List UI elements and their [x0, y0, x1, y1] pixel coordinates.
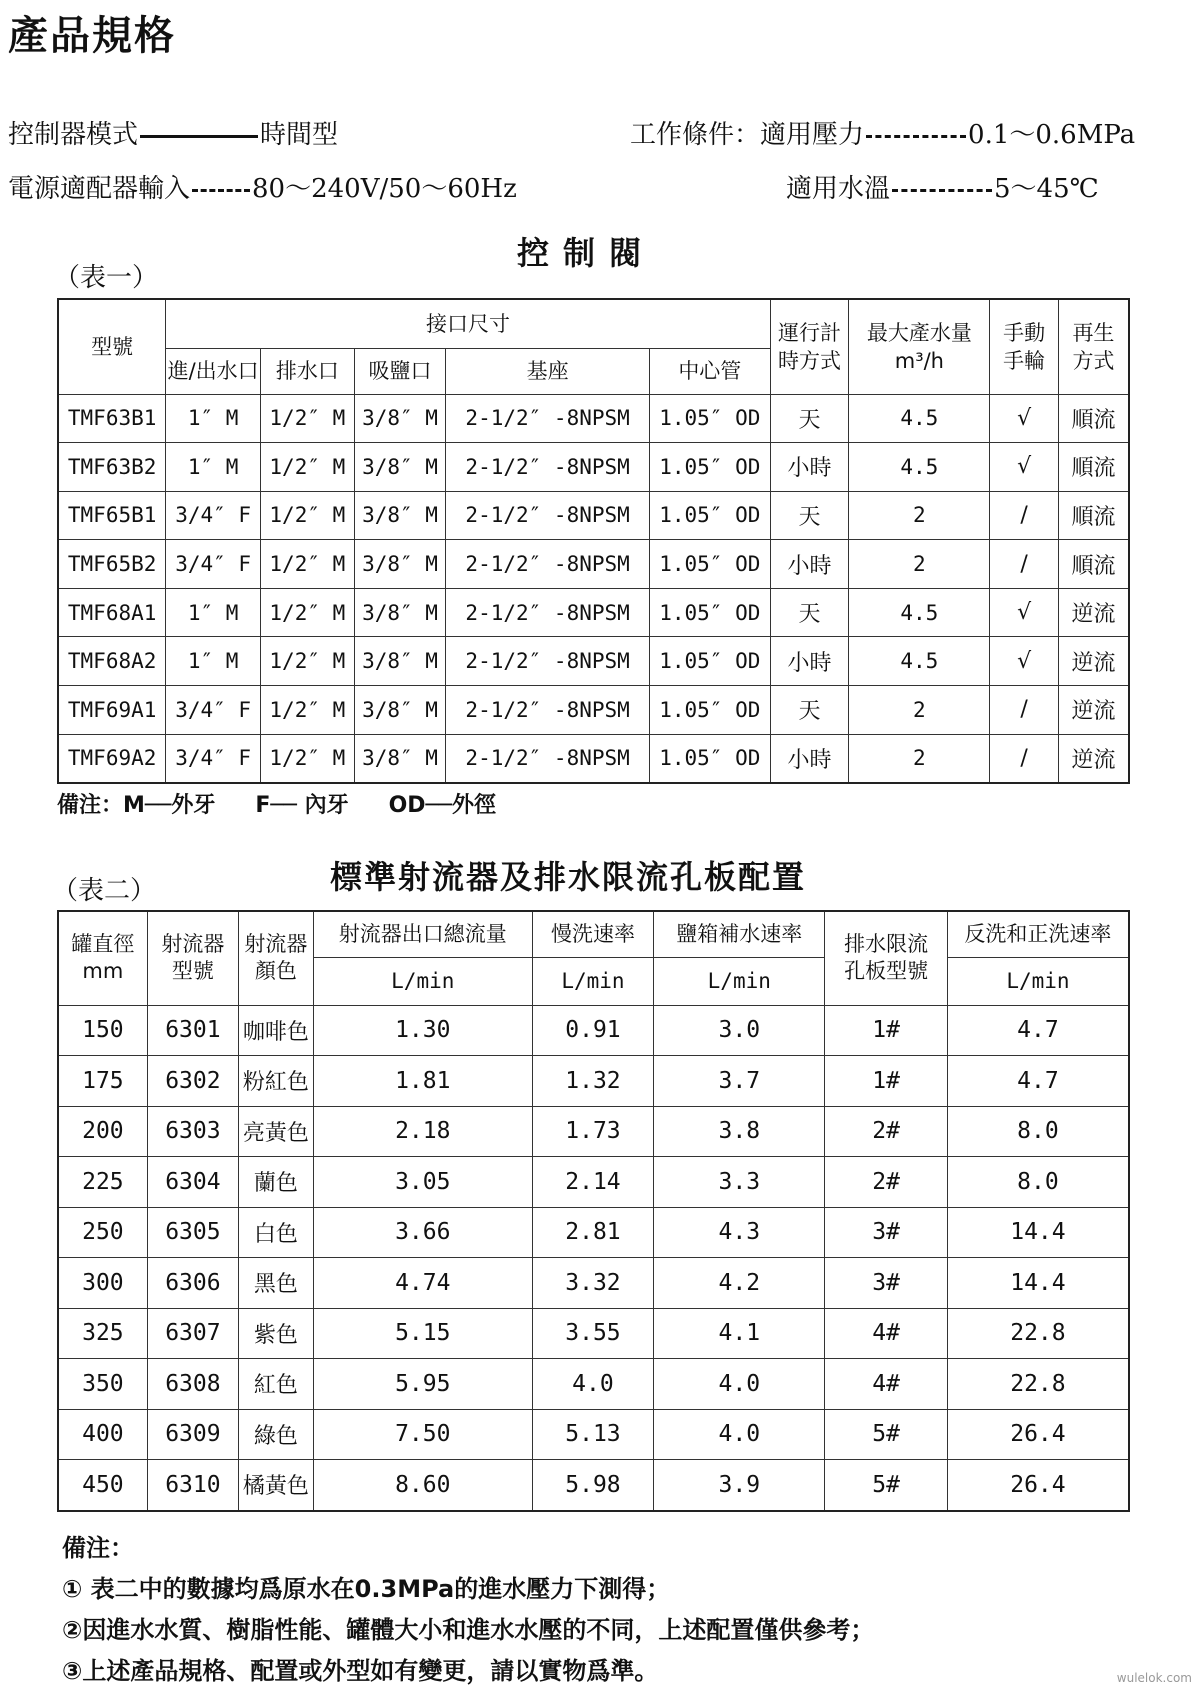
- cell-regen: 逆流: [1058, 734, 1129, 783]
- table1-note: [57, 788, 536, 819]
- cell-timing: 小時: [770, 734, 849, 783]
- cell-regen: 順流: [1058, 394, 1129, 443]
- header-unit: L/min: [313, 957, 532, 1005]
- cell-model: TMF68A1: [58, 588, 166, 637]
- cell-brine: 3/8″ M: [354, 540, 446, 589]
- cell-brine: 4.3: [654, 1207, 825, 1258]
- header-injector-color: 射流器 顏色: [239, 911, 314, 1005]
- cell-inlet: 3/4″ F: [166, 734, 261, 783]
- cell-brine: 4.0: [654, 1359, 825, 1410]
- cell-diameter: 225: [58, 1157, 147, 1208]
- cell-output: 4.5: [849, 394, 990, 443]
- cell-manual: /: [990, 491, 1059, 540]
- table-row: [58, 734, 1129, 783]
- cell-center: 1.05″ OD: [649, 491, 770, 540]
- cell-output: 4.5: [849, 588, 990, 637]
- cell-inlet: 1″ M: [166, 443, 261, 492]
- cell-plate: 2#: [825, 1157, 947, 1208]
- cell-brine: 3/8″ M: [354, 394, 446, 443]
- cell-base: 2-1/2″ -8NPSM: [446, 637, 650, 686]
- cell-plate: 2#: [825, 1106, 947, 1157]
- cell-color: 白色: [239, 1207, 314, 1258]
- cell-output: 2: [849, 686, 990, 735]
- table-row: [58, 686, 1129, 735]
- header-base: 基座: [446, 348, 650, 394]
- adapter-input-label: 電源適配器輸入: [8, 174, 191, 204]
- notes-heading: 備注：: [62, 1534, 134, 1562]
- cell-brine: 3.3: [654, 1157, 825, 1208]
- table-row: [58, 1308, 1129, 1359]
- cell-base: 2-1/2″ -8NPSM: [446, 491, 650, 540]
- note-item: ②因進水水質、樹脂性能、罐體大小和進水水壓的不同，上述配置僅供參考；: [62, 1616, 875, 1644]
- cell-inlet: 1″ M: [166, 588, 261, 637]
- cell-drain: 1/2″ M: [261, 588, 355, 637]
- cell-plate: 3#: [825, 1258, 947, 1309]
- cell-timing: 小時: [770, 540, 849, 589]
- cell-slow: 1.32: [532, 1056, 653, 1107]
- cell-total: 7.50: [313, 1409, 532, 1460]
- cell-slow: 2.14: [532, 1157, 653, 1208]
- cell-total: 8.60: [313, 1460, 532, 1511]
- cell-plate: 1#: [825, 1056, 947, 1107]
- header-manual-wheel: 手動 手輪: [990, 299, 1059, 394]
- cell-brine: 3.8: [654, 1106, 825, 1157]
- header-diameter: 罐直徑 mm: [58, 911, 147, 1005]
- header-brine: 吸鹽口: [354, 348, 446, 394]
- cell-manual: √: [990, 588, 1059, 637]
- header-total-flow: 射流器出口總流量: [313, 911, 532, 957]
- cell-model: 6309: [147, 1409, 238, 1460]
- cell-brine: 4.2: [654, 1258, 825, 1309]
- cell-drain: 1/2″ M: [261, 394, 355, 443]
- cell-base: 2-1/2″ -8NPSM: [446, 734, 650, 783]
- cell-brine: 4.0: [654, 1409, 825, 1460]
- cell-wash: 14.4: [947, 1207, 1129, 1258]
- table-row: [58, 1157, 1129, 1208]
- cell-total: 1.30: [313, 1005, 532, 1056]
- cell-inlet: 3/4″ F: [166, 686, 261, 735]
- cell-model: 6303: [147, 1106, 238, 1157]
- cell-color: 黑色: [239, 1258, 314, 1309]
- cell-plate: 3#: [825, 1207, 947, 1258]
- cell-plate: 5#: [825, 1460, 947, 1511]
- cell-drain: 1/2″ M: [261, 443, 355, 492]
- cell-wash: 26.4: [947, 1409, 1129, 1460]
- header-slow-rinse: 慢洗速率: [532, 911, 653, 957]
- cell-base: 2-1/2″ -8NPSM: [446, 394, 650, 443]
- table-row: [58, 443, 1129, 492]
- control-valve-table: [57, 298, 1130, 784]
- table-row: [58, 1106, 1129, 1157]
- header-drain: 排水口: [261, 348, 355, 394]
- header-drain-plate: 排水限流 孔板型號: [825, 911, 947, 1005]
- cell-model: TMF63B1: [58, 394, 166, 443]
- dash-line: [140, 135, 258, 138]
- header-model: 型號: [58, 299, 166, 394]
- cell-center: 1.05″ OD: [649, 443, 770, 492]
- cell-slow: 3.32: [532, 1258, 653, 1309]
- cell-model: 6301: [147, 1005, 238, 1056]
- cell-total: 3.66: [313, 1207, 532, 1258]
- cell-wash: 26.4: [947, 1460, 1129, 1511]
- cell-wash: 22.8: [947, 1308, 1129, 1359]
- note-m: M──外牙: [123, 793, 216, 818]
- cell-drain: 1/2″ M: [261, 540, 355, 589]
- cell-wash: 4.7: [947, 1056, 1129, 1107]
- controller-mode-value: 時間型: [260, 120, 339, 150]
- cell-total: 1.81: [313, 1056, 532, 1107]
- cell-drain: 1/2″ M: [261, 637, 355, 686]
- table-row: [58, 394, 1129, 443]
- header-backwash: 反洗和正洗速率: [947, 911, 1129, 957]
- note-item: ③上述產品規格、配置或外型如有變更，請以實物爲準。: [62, 1657, 659, 1685]
- cell-diameter: 150: [58, 1005, 147, 1056]
- cell-model: 6307: [147, 1308, 238, 1359]
- cell-center: 1.05″ OD: [649, 588, 770, 637]
- injector-config-table: [57, 910, 1130, 1512]
- header-unit: L/min: [654, 957, 825, 1005]
- cell-center: 1.05″ OD: [649, 394, 770, 443]
- header-unit: L/min: [532, 957, 653, 1005]
- cell-diameter: 450: [58, 1460, 147, 1511]
- cell-center: 1.05″ OD: [649, 686, 770, 735]
- table-row: [58, 588, 1129, 637]
- cell-regen: 逆流: [1058, 686, 1129, 735]
- cell-output: 2: [849, 540, 990, 589]
- header-inlet-outlet: 進/出水口: [166, 348, 261, 394]
- cell-model: 6305: [147, 1207, 238, 1258]
- cell-brine: 3.7: [654, 1056, 825, 1107]
- cell-inlet: 1″ M: [166, 637, 261, 686]
- cell-brine: 3/8″ M: [354, 734, 446, 783]
- cell-model: 6306: [147, 1258, 238, 1309]
- spec-controller-mode: [8, 114, 338, 151]
- cell-timing: 天: [770, 491, 849, 540]
- cell-wash: 8.0: [947, 1106, 1129, 1157]
- cell-model: TMF68A2: [58, 637, 166, 686]
- cell-base: 2-1/2″ -8NPSM: [446, 540, 650, 589]
- cell-color: 橘黃色: [239, 1460, 314, 1511]
- note-item: ① 表二中的數據均爲原水在0.3MPa的進水壓力下測得；: [62, 1575, 671, 1603]
- note-prefix: 備注：: [57, 793, 124, 818]
- cell-output: 2: [849, 734, 990, 783]
- table-row: [58, 1460, 1129, 1511]
- cell-manual: √: [990, 394, 1059, 443]
- cell-slow: 5.13: [532, 1409, 653, 1460]
- cell-timing: 小時: [770, 443, 849, 492]
- header-interface-size: 接口尺寸: [166, 299, 770, 348]
- cell-brine: 3/8″ M: [354, 588, 446, 637]
- controller-mode-label: 控制器模式: [8, 120, 139, 150]
- cell-manual: /: [990, 734, 1059, 783]
- cell-total: 4.74: [313, 1258, 532, 1309]
- table-row: [58, 1359, 1129, 1410]
- cell-slow: 4.0: [532, 1359, 653, 1410]
- cell-model: 6302: [147, 1056, 238, 1107]
- cell-drain: 1/2″ M: [261, 491, 355, 540]
- cell-regen: 順流: [1058, 443, 1129, 492]
- cell-model: TMF69A2: [58, 734, 166, 783]
- cell-slow: 2.81: [532, 1207, 653, 1258]
- cell-base: 2-1/2″ -8NPSM: [446, 686, 650, 735]
- cell-brine: 4.1: [654, 1308, 825, 1359]
- cell-inlet: 3/4″ F: [166, 540, 261, 589]
- header-brine-refill: 鹽箱補水速率: [654, 911, 825, 957]
- cell-regen: 逆流: [1058, 588, 1129, 637]
- table-row: [58, 1056, 1129, 1107]
- cell-model: TMF63B2: [58, 443, 166, 492]
- cell-diameter: 325: [58, 1308, 147, 1359]
- table-row: [58, 1005, 1129, 1056]
- table1-tag: （表一）: [54, 263, 159, 293]
- cell-color: 粉紅色: [239, 1056, 314, 1107]
- dash-line: [192, 189, 250, 192]
- cell-diameter: 400: [58, 1409, 147, 1460]
- cell-base: 2-1/2″ -8NPSM: [446, 588, 650, 637]
- cell-color: 紫色: [239, 1308, 314, 1359]
- cell-timing: 天: [770, 686, 849, 735]
- cell-model: TMF69A1: [58, 686, 166, 735]
- cell-center: 1.05″ OD: [649, 637, 770, 686]
- cell-slow: 0.91: [532, 1005, 653, 1056]
- cell-output: 2: [849, 491, 990, 540]
- cell-diameter: 250: [58, 1207, 147, 1258]
- cell-diameter: 300: [58, 1258, 147, 1309]
- cell-brine: 3.0: [654, 1005, 825, 1056]
- cell-plate: 1#: [825, 1005, 947, 1056]
- cell-model: 6310: [147, 1460, 238, 1511]
- table-row: [58, 1258, 1129, 1309]
- cell-regen: 順流: [1058, 491, 1129, 540]
- cell-plate: 5#: [825, 1409, 947, 1460]
- cell-regen: 逆流: [1058, 637, 1129, 686]
- dash-line: [866, 135, 966, 138]
- cell-color: 綠色: [239, 1409, 314, 1460]
- watermark: wulelok.com: [1116, 1671, 1192, 1685]
- cell-manual: /: [990, 686, 1059, 735]
- cell-wash: 4.7: [947, 1005, 1129, 1056]
- cell-output: 4.5: [849, 637, 990, 686]
- cell-output: 4.5: [849, 443, 990, 492]
- header-regen-mode: 再生 方式: [1058, 299, 1129, 394]
- cell-wash: 14.4: [947, 1258, 1129, 1309]
- cell-brine: 3.9: [654, 1460, 825, 1511]
- cell-brine: 3/8″ M: [354, 637, 446, 686]
- cell-inlet: 1″ M: [166, 394, 261, 443]
- cell-manual: √: [990, 637, 1059, 686]
- cell-inlet: 3/4″ F: [166, 491, 261, 540]
- pressure-value: 0.1～0.6MPa: [968, 120, 1136, 150]
- cell-slow: 5.98: [532, 1460, 653, 1511]
- cell-base: 2-1/2″ -8NPSM: [446, 443, 650, 492]
- cell-wash: 22.8: [947, 1359, 1129, 1410]
- cell-center: 1.05″ OD: [649, 540, 770, 589]
- cell-wash: 8.0: [947, 1157, 1129, 1208]
- note-od: OD──外徑: [388, 793, 497, 818]
- cell-brine: 3/8″ M: [354, 491, 446, 540]
- header-injector-model: 射流器 型號: [147, 911, 238, 1005]
- spec-pressure: [630, 114, 1135, 151]
- cell-color: 蘭色: [239, 1157, 314, 1208]
- cell-diameter: 200: [58, 1106, 147, 1157]
- cell-drain: 1/2″ M: [261, 734, 355, 783]
- page-title: 產品規格: [8, 13, 176, 59]
- cell-total: 3.05: [313, 1157, 532, 1208]
- spec-adapter-input: [8, 168, 517, 205]
- dash-line: [892, 189, 992, 192]
- cell-manual: √: [990, 443, 1059, 492]
- header-center-pipe: 中心管: [649, 348, 770, 394]
- cell-plate: 4#: [825, 1308, 947, 1359]
- cell-slow: 3.55: [532, 1308, 653, 1359]
- spec-water-temp: [786, 168, 1099, 205]
- cell-manual: /: [990, 540, 1059, 589]
- table-row: [58, 540, 1129, 589]
- cell-model: 6308: [147, 1359, 238, 1410]
- table-row: [58, 637, 1129, 686]
- cell-timing: 小時: [770, 637, 849, 686]
- water-temp-label: 適用水溫: [786, 174, 891, 204]
- pressure-label: 適用壓力: [760, 120, 865, 150]
- cell-brine: 3/8″ M: [354, 686, 446, 735]
- note-f: F── 內牙: [255, 793, 349, 818]
- cell-timing: 天: [770, 394, 849, 443]
- header-timing: 運行計 時方式: [770, 299, 849, 394]
- table-row: [58, 1409, 1129, 1460]
- table-row: [58, 491, 1129, 540]
- cell-diameter: 350: [58, 1359, 147, 1410]
- cell-model: 6304: [147, 1157, 238, 1208]
- cell-model: TMF65B1: [58, 491, 166, 540]
- cell-brine: 3/8″ M: [354, 443, 446, 492]
- water-temp-value: 5～45℃: [994, 174, 1099, 204]
- table1-caption: 控制閥: [517, 234, 656, 272]
- cell-total: 5.95: [313, 1359, 532, 1410]
- table2-tag: （表二）: [52, 876, 157, 906]
- cell-center: 1.05″ OD: [649, 734, 770, 783]
- cell-plate: 4#: [825, 1359, 947, 1410]
- header-unit: L/min: [947, 957, 1129, 1005]
- cell-color: 亮黃色: [239, 1106, 314, 1157]
- cell-regen: 順流: [1058, 540, 1129, 589]
- header-max-output: 最大產水量 m³/h: [849, 299, 990, 394]
- table2-caption: 標準射流器及排水限流孔板配置: [330, 858, 807, 896]
- work-conditions-label: 工作條件：: [630, 120, 761, 150]
- cell-color: 咖啡色: [239, 1005, 314, 1056]
- cell-total: 5.15: [313, 1308, 532, 1359]
- cell-color: 紅色: [239, 1359, 314, 1410]
- cell-model: TMF65B2: [58, 540, 166, 589]
- cell-slow: 1.73: [532, 1106, 653, 1157]
- notes-section: [62, 1528, 874, 1692]
- cell-diameter: 175: [58, 1056, 147, 1107]
- cell-timing: 天: [770, 588, 849, 637]
- adapter-input-value: 80～240V/50～60Hz: [252, 174, 517, 204]
- cell-drain: 1/2″ M: [261, 686, 355, 735]
- table-row: [58, 1207, 1129, 1258]
- cell-total: 2.18: [313, 1106, 532, 1157]
